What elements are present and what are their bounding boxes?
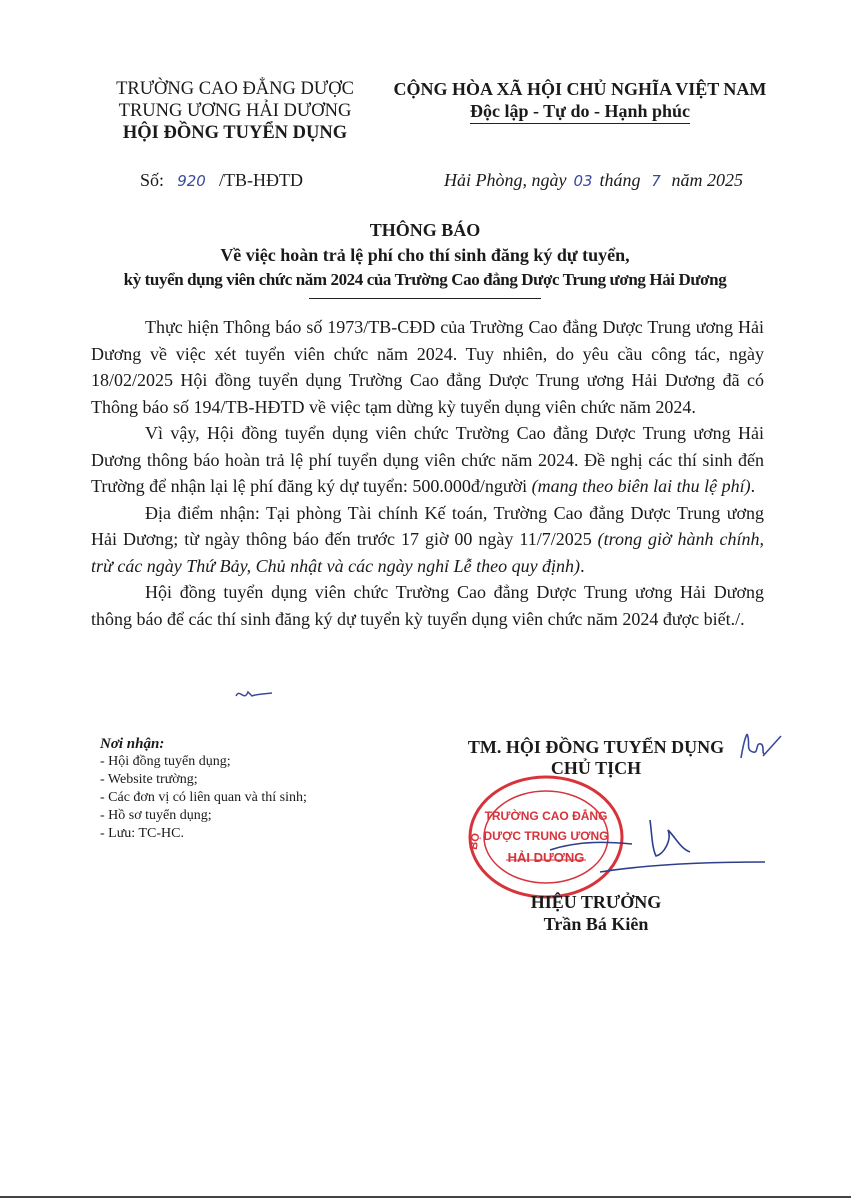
recipients-block: [100, 735, 307, 843]
notice-body: [91, 314, 764, 632]
handwritten-tick-icon: [234, 684, 274, 704]
reference-number: [140, 170, 303, 191]
stamp-side: BỘ: [467, 832, 483, 851]
recipient-item: - Hội đồng tuyển dụng;: [100, 754, 231, 769]
paragraph-3-text: Địa điểm nhận: Tại phòng Tài chính Kế toán, Trường Cao đẳng Dược Trung ương Hải Dương; từ ngày thông báo đến trước 17 giờ 00 ngày 11/7/2025: [91, 502, 764, 549]
date-day-handwritten: 03: [573, 172, 593, 190]
stamp-line-1: TRƯỜNG CAO ĐẲNG: [484, 809, 608, 823]
stamp-line-2: DƯỢC TRUNG ƯƠNG: [483, 829, 609, 843]
paragraph-2-text: Vì vậy, Hội đồng tuyển dụng viên chức Trường Cao đẳng Dược Trung ương Hải Dương thông báo hoàn trả lệ phí tuyển dụng viên chức năm 2024. Đề nghị các thí sinh đến Trường để nhận lại lệ phí đăng ký dự tuyển: 500.000đ/người: [91, 423, 764, 496]
national-motto: Độc lập - Tự do - Hạnh phúc: [470, 100, 690, 124]
paragraph-4: Hội đồng tuyển dụng viên chức Trường Cao đẳng Dược Trung ương Hải Dương thông báo để các thí sinh đăng ký dự tuyển kỳ tuyển dụng viên chức năm 2024 được biết./.: [91, 582, 764, 629]
signer-position: HIỆU TRƯỞNG: [530, 892, 662, 912]
notice-subject-2: kỳ tuyển dụng viên chức năm 2024 của Trường Cao đẳng Dược Trung ương Hải Dương: [123, 270, 727, 289]
date-month-label: tháng: [599, 170, 641, 190]
paragraph-2: [91, 420, 764, 500]
paragraph-2-italic: (mang theo biên lai thu lệ phí): [531, 476, 751, 496]
issuer-line-1: TRƯỜNG CAO ĐẲNG DƯỢC: [116, 79, 354, 99]
recipient-item: - Lưu: TC-HC.: [100, 826, 184, 841]
signature-on-behalf: TM. HỘI ĐỒNG TUYỂN DỤNG: [467, 737, 725, 757]
signer-name: Trần Bá Kiên: [543, 914, 649, 934]
title-underline: [309, 298, 541, 299]
issuer-header: [95, 78, 375, 144]
signature-role: CHỦ TỊCH: [550, 758, 642, 778]
notice-subject-1: Về việc hoàn trả lệ phí cho thí sinh đăng ký dự tuyển,: [220, 245, 630, 265]
paragraph-3: [91, 500, 764, 580]
recipient-item: - Các đơn vị có liên quan và thí sinh;: [100, 790, 307, 805]
initials-scribble-icon: [735, 728, 785, 768]
ref-prefix: Số:: [140, 170, 165, 190]
date-month-handwritten: 7: [651, 172, 661, 190]
date-prefix: Hải Phòng, ngày: [444, 170, 567, 190]
date-year: năm 2025: [671, 170, 743, 190]
page-bottom-border: [0, 1196, 851, 1198]
stamp-line-3: HẢI DƯƠNG: [507, 850, 585, 865]
ref-suffix: /TB-HĐTD: [219, 170, 304, 190]
paragraph-2-end: .: [750, 476, 756, 496]
issue-date: [444, 170, 743, 191]
notice-title: THÔNG BÁO: [369, 220, 481, 240]
recipient-item: - Website trường;: [100, 772, 198, 787]
national-header: [370, 78, 790, 124]
paragraph-1: Thực hiện Thông báo số 1973/TB-CĐD của Trường Cao đẳng Dược Trung ương Hải Dương về việc xét tuyển viên chức năm 2024. Tuy nhiên, do yêu cầu công tác, ngày 18/02/2025 Hội đồng tuyển dụng Trường Cao đẳng Dược Trung ương Hải Dương đã có Thông báo số 194/TB-HĐTD về việc tạm dừng kỳ tuyển dụng viên chức năm 2024.: [91, 317, 764, 417]
issuer-line-2: TRUNG ƯƠNG HẢI DƯƠNG: [118, 101, 352, 121]
paragraph-3-end: .: [580, 555, 585, 576]
ref-number-handwritten: 920: [177, 172, 206, 190]
paragraph-3-italic: (trong giờ hành chính, trừ các ngày Thứ Bảy, Chủ nhật và các ngày nghỉ Lễ theo quy định): [91, 529, 765, 576]
recipients-label: Nơi nhận:: [100, 736, 165, 752]
recipient-item: - Hồ sơ tuyển dụng;: [100, 808, 212, 823]
issuer-council: HỘI ĐỒNG TUYỂN DỤNG: [122, 123, 348, 143]
handwritten-signature-icon: [540, 800, 770, 880]
national-title: CỘNG HÒA XÃ HỘI CHỦ NGHĨA VIỆT NAM: [393, 79, 767, 99]
